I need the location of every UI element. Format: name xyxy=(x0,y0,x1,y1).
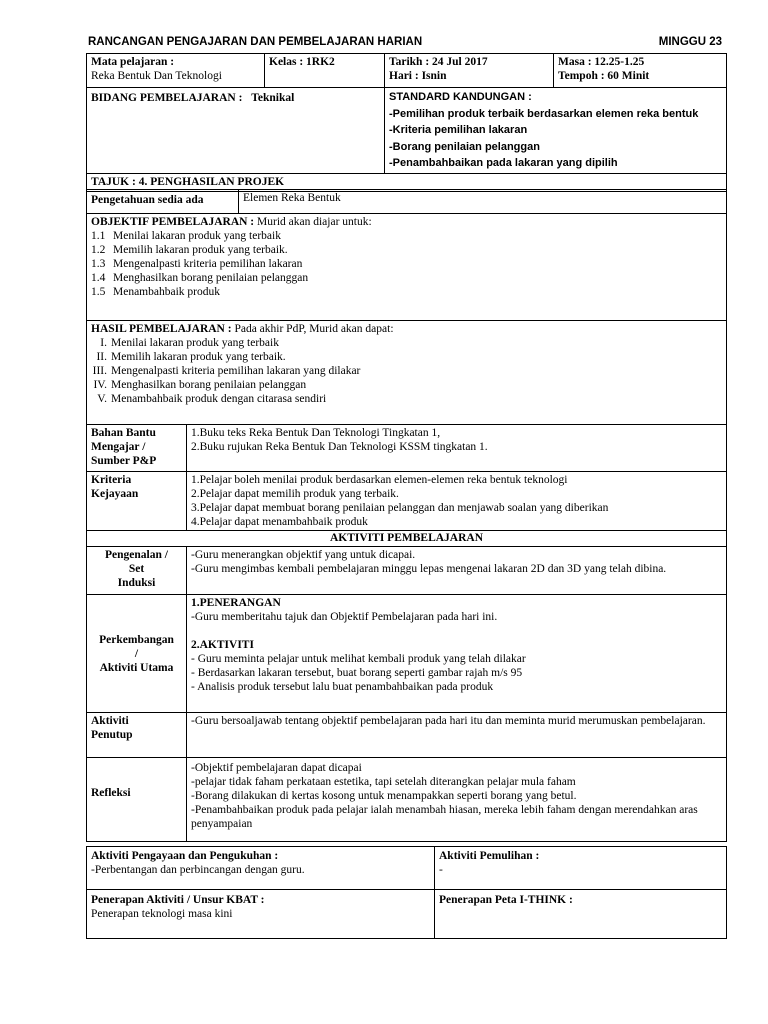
outcomes-intro: Pada akhir PdP, Murid akan dapat: xyxy=(231,323,394,335)
closing-cell xyxy=(187,713,727,758)
intro-item: -Guru mengimbas kembali pembelajaran minggu lepas mengenai lakaran 2D dan 3D yang telah dibina. xyxy=(191,563,667,575)
reflection-label: Refleksi xyxy=(91,787,131,799)
criteria-item: 2.Pelajar dapat memilih produk yang terbaik. xyxy=(191,488,399,500)
standard-item: -Kriteria pemilihan lakaran xyxy=(389,124,528,136)
topic-title: TAJUK : 4. PENGHASILAN PROJEK xyxy=(91,175,285,188)
day-value: Hari : Isnin xyxy=(389,70,447,82)
followup-table xyxy=(86,846,727,939)
closing-label: Penutup xyxy=(91,729,133,741)
intro-label: Pengenalan / xyxy=(105,549,168,561)
kbat-label: Penerapan Aktiviti / Unsur KBAT : xyxy=(91,894,265,906)
objectives-cell xyxy=(87,214,727,321)
outcome-item: V. Menambahbaik produk dengan citarasa sendiri xyxy=(97,393,327,405)
development-item: - Berdasarkan lakaran tersebut, buat borang seperti gambar rajah m/s 95 xyxy=(191,667,523,679)
date-value: Tarikh : 24 Jul 2017 xyxy=(389,56,488,68)
outcomes-cell xyxy=(87,321,727,425)
development-label: / xyxy=(134,647,139,660)
subject-label: Mata pelajaran : xyxy=(91,56,175,68)
prior-label-cell xyxy=(87,190,239,214)
development-heading: 1.PENERANGAN xyxy=(191,597,281,609)
date-cell xyxy=(385,54,554,88)
materials-cell xyxy=(187,425,727,472)
standard-item: -Penambahbaikan pada lakaran yang dipilih xyxy=(389,157,618,169)
development-text: -Guru memberitahu tajuk dan Objektif Pembelajaran pada hari ini. xyxy=(191,611,498,623)
ithink-cell xyxy=(435,890,727,939)
enrichment-value: -Perbentangan dan perbincangan dengan guru. xyxy=(91,864,305,876)
development-item: - Guru meminta pelajar untuk melihat kembali produk yang telah dilakar xyxy=(191,653,526,665)
standard-item: -Pemilihan produk terbaik berdasarkan elemen reka bentuk xyxy=(389,107,699,120)
intro-label: Set xyxy=(128,563,145,575)
closing-label-cell xyxy=(87,713,187,758)
time-cell xyxy=(554,54,727,88)
prior-knowledge-table xyxy=(86,189,727,214)
criteria-item: 3.Pelajar dapat membuat borang penilaian pelanggan dan menjawab soalan yang diberikan xyxy=(191,502,609,514)
criteria-cell xyxy=(187,472,727,531)
field-label: BIDANG PEMBELAJARAN : xyxy=(91,92,243,104)
ithink-label: Penerapan Peta I-THINK : xyxy=(439,894,573,906)
materials-label: Sumber P&P xyxy=(91,455,157,467)
development-item: - Analisis produk tersebut lalu buat penambahbaikan pada produk xyxy=(191,681,494,693)
objective-item: 1.1 Menilai lakaran produk yang terbaik xyxy=(91,230,281,242)
materials-item: 1.Buku teks Reka Bentuk Dan Teknologi Tingkatan 1, xyxy=(191,427,441,439)
field-value: Teknikal xyxy=(251,92,295,104)
outcome-item: I. Menilai lakaran produk yang terbaik xyxy=(100,337,279,349)
intro-item: -Guru menerangkan objektif yang untuk dicapai. xyxy=(191,549,416,561)
materials-label: Mengajar / xyxy=(91,441,146,453)
duration-value: Tempoh : 60 Minit xyxy=(558,70,650,82)
document-title: RANCANGAN PENGAJARAN DAN PEMBELAJARAN HARIAN xyxy=(88,36,423,48)
reflection-item: -pelajar tidak faham perkataan estetika, tapi setelah diterangkan pelajar mula faham xyxy=(191,776,576,788)
development-label: Aktiviti Utama xyxy=(99,661,174,674)
intro-label: Induksi xyxy=(117,577,156,589)
criteria-label: Kejayaan xyxy=(91,488,139,500)
enrichment-label: Aktiviti Pengayaan dan Pengukuhan : xyxy=(91,850,279,862)
field-cell xyxy=(87,88,385,174)
objective-item: 1.2 Memilih lakaran produk yang terbaik. xyxy=(91,244,288,256)
remedial-label: Aktiviti Pemulihan : xyxy=(439,850,540,862)
lesson-plan-table xyxy=(86,213,727,842)
materials-label: Bahan Bantu xyxy=(91,427,156,439)
class-value: Kelas : 1RK2 xyxy=(269,56,335,68)
objective-item: 1.4 Menghasilkan borang penilaian pelanggan xyxy=(91,272,309,284)
activities-title: AKTIVITI PEMBELAJARAN xyxy=(329,532,484,544)
subject-value: Reka Bentuk Dan Teknologi xyxy=(91,70,222,82)
objective-item: 1.5 Menambahbaik produk xyxy=(91,286,220,298)
outcome-item: III. Mengenalpasti kriteria pemilihan lakaran yang dilakar xyxy=(92,365,361,377)
materials-label-cell xyxy=(87,425,187,472)
objectives-intro: Murid akan diajar untuk: xyxy=(254,216,372,228)
reflection-label-cell xyxy=(87,758,187,842)
closing-label: Aktiviti xyxy=(91,715,129,727)
outcome-item: IV. Menghasilkan borang penilaian pelanggan xyxy=(93,379,307,391)
subject-cell xyxy=(87,54,265,88)
objective-item: 1.3 Mengenalpasti kriteria pemilihan lakaran xyxy=(91,258,303,270)
week-label: MINGGU 23 xyxy=(658,36,722,48)
time-value: Masa : 12.25-1.25 xyxy=(558,56,645,68)
objectives-label: OBJEKTIF PEMBELAJARAN : xyxy=(91,216,255,228)
intro-label-cell xyxy=(87,547,187,595)
reflection-item: -Borang dilakukan di kertas kosong untuk menampakkan seperti borang yang betul. xyxy=(191,790,577,802)
standard-label: STANDARD KANDUNGAN : xyxy=(389,91,532,103)
development-label: Perkembangan xyxy=(99,633,174,646)
development-cell xyxy=(187,595,727,713)
document-header xyxy=(88,34,724,52)
prior-label: Pengetahuan sedia ada xyxy=(91,194,204,206)
kbat-value: Penerapan teknologi masa kini xyxy=(91,908,233,920)
kbat-cell xyxy=(87,890,435,939)
class-cell xyxy=(265,54,385,88)
outcome-item: II. Memilih lakaran produk yang terbaik. xyxy=(96,351,286,363)
standard-item: -Borang penilaian pelanggan xyxy=(389,140,540,153)
reflection-item: -Objektif pembelajaran dapat dicapai xyxy=(191,762,362,774)
criteria-item: 1.Pelajar boleh menilai produk berdasarkan elemen-elemen reka bentuk teknologi xyxy=(191,474,568,486)
development-label-cell xyxy=(87,595,187,713)
reflection-item: -Penambahbaikan produk pada pelajar ialah menambah hiasan, mereka lebih faham dengan merendahkan aras penyampaian xyxy=(191,804,698,830)
outcomes-label: HASIL PEMBELAJARAN : xyxy=(91,323,232,335)
enrichment-cell xyxy=(87,847,435,890)
intro-cell xyxy=(187,547,727,595)
remedial-cell xyxy=(435,847,727,890)
criteria-label: Kriteria xyxy=(91,474,132,486)
lesson-info-table xyxy=(86,53,727,192)
reflection-cell xyxy=(187,758,727,842)
materials-item: 2.Buku rujukan Reka Bentuk Dan Teknologi KSSM tingkatan 1. xyxy=(191,441,488,453)
remedial-value: - xyxy=(439,864,443,876)
criteria-label-cell xyxy=(87,472,187,531)
activities-title-cell xyxy=(87,531,727,547)
prior-value-cell xyxy=(239,190,727,214)
criteria-item: 4.Pelajar dapat menambahbaik produk xyxy=(191,516,368,528)
closing-text: -Guru bersoaljawab tentang objektif pembelajaran pada hari itu dan meminta murid merumuskan pembelajaran. xyxy=(191,715,706,727)
standard-cell xyxy=(385,88,727,174)
development-heading: 2.AKTIVITI xyxy=(191,639,254,651)
prior-value: Elemen Reka Bentuk xyxy=(243,192,341,204)
